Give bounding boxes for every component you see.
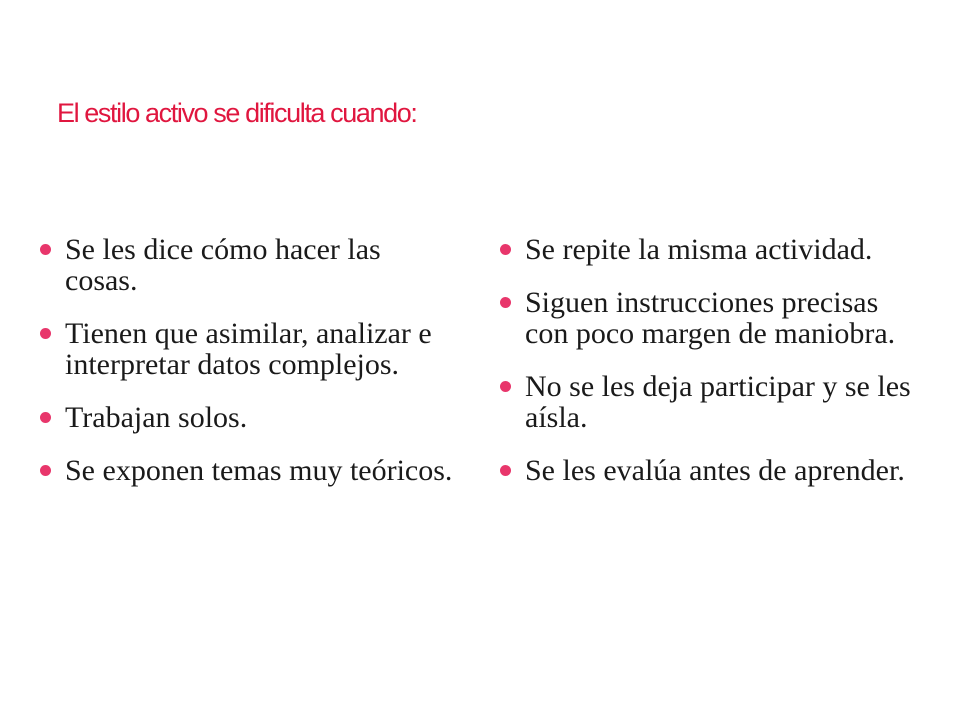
bullet-item [40, 455, 460, 486]
bullet-item [500, 234, 920, 265]
bullet-dot-icon [40, 412, 51, 423]
bullet-dot-icon [40, 328, 51, 339]
bullet-text: Trabajan solos. [65, 401, 248, 434]
right-bullet-list [500, 234, 920, 508]
bullet-dot-icon [500, 244, 511, 255]
bullet-dot-icon [500, 297, 511, 308]
bullet-dot-icon [500, 465, 511, 476]
bullet-text: Tienen que asimilar, analizar e interpretar datos complejos. [65, 317, 432, 381]
bullet-text: Siguen instrucciones precisas con poco margen de maniobra. [525, 286, 896, 350]
bullet-dot-icon [40, 244, 51, 255]
bullet-text: Se exponen temas muy teóricos. [65, 454, 453, 487]
bullet-text: Se les dice cómo hacer las cosas. [65, 233, 381, 297]
bullet-text: Se repite la misma actividad. [525, 233, 873, 266]
bullet-dot-icon [500, 381, 511, 392]
left-bullet-list [40, 234, 460, 508]
slide-title: El estilo activo se dificulta cuando: [57, 98, 417, 128]
bullet-text: No se les deja participar y se les aísla. [525, 370, 911, 434]
bullet-dot-icon [40, 465, 51, 476]
bullet-item [500, 287, 920, 349]
bullet-item [40, 234, 460, 296]
bullet-item [40, 402, 460, 433]
bullet-item [40, 318, 460, 380]
bullet-text: Se les evalúa antes de aprender. [525, 454, 905, 487]
bullet-item [500, 371, 920, 433]
bullet-item [500, 455, 920, 486]
